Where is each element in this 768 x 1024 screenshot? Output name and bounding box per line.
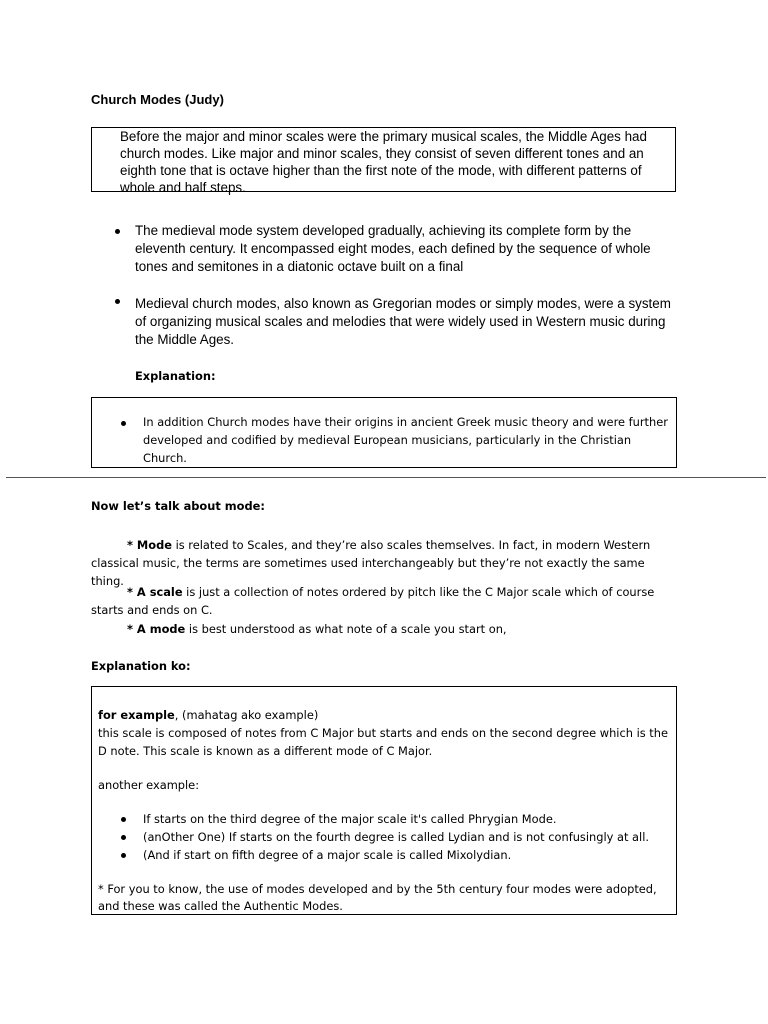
bullet-icon <box>115 299 120 304</box>
another-example-label: another example: <box>98 778 200 792</box>
example-body <box>98 706 668 760</box>
document-title: Church Modes (Judy) <box>91 92 224 107</box>
bullet-icon <box>121 421 126 426</box>
section-divider <box>6 477 766 478</box>
example-item-3: (And if start on fifth degree of a major scale is called Mixolydian. <box>143 848 512 862</box>
mode-paragraph <box>91 536 676 590</box>
example-item-1: If starts on the third degree of the major scale it's called Phrygian Mode. <box>143 812 557 826</box>
explanation-ko-label: Explanation ko: <box>91 659 191 673</box>
scale-text: is just a collection of notes ordered by pitch like the C Major scale which of course starts and ends on C. <box>91 585 655 617</box>
example-lead-rest: , (mahatag ako example) <box>174 708 319 722</box>
mode-text: is related to Scales, and they’re also scales themselves. In fact, in modern Western classical music, the terms are sometimes used interchangeably but they’re not exactly the same thing. <box>91 538 651 588</box>
explanation-box <box>91 397 677 468</box>
bullet-icon <box>115 229 120 234</box>
example-lead: for example <box>98 708 175 722</box>
bullet-icon <box>121 817 126 822</box>
bullet-item-1: The medieval mode system developed gradually, achieving its complete form by the eleventh century. It encompassed eight modes, each defined by the sequence of whole tones and semitones in a diatonic octave built on a final <box>135 223 651 274</box>
bullet-item-2: Medieval church modes, also known as Gregorian modes or simply modes, were a system of organizing musical scales and melodies that were widely used in Western music during the Middle Ages. <box>135 296 671 347</box>
intro-box <box>91 127 676 195</box>
scale-lead: * A scale <box>127 585 183 599</box>
explanation-label: Explanation: <box>135 369 216 383</box>
bullet-icon <box>121 835 126 840</box>
example-box <box>91 686 677 915</box>
example-item-2: (anOther One) If starts on the fourth degree is called Lydian and is not confusingly at all. <box>143 830 649 844</box>
bullet-icon <box>121 853 126 858</box>
scale-paragraph <box>91 583 676 619</box>
mode-lead: * Mode <box>127 538 172 552</box>
a-mode-text: is best understood as what note of a scale you start on, <box>185 622 507 636</box>
a-mode-paragraph <box>127 620 712 638</box>
a-mode-lead: * A mode <box>127 622 186 636</box>
explanation-item: In addition Church modes have their origins in ancient Greek music theory and were further developed and codified by medieval European musicians, particularly in the Christian Church. <box>143 415 668 465</box>
example-text: this scale is composed of notes from C Major but starts and ends on the second degree which is the D note. This scale is known as a different mode of C Major. <box>98 726 668 758</box>
example-footnote: * For you to know, the use of modes developed and by the 5th century four modes were adopted, and these was called the Authentic Modes. <box>98 882 657 913</box>
intro-text: Before the major and minor scales were the primary musical scales, the Middle Ages had church modes. Like major and minor scales, they consist of seven different tones and an eighth tone that is octave higher than the first note of the mode, with different patterns of whole and half steps. <box>120 129 647 195</box>
mode-heading: Now let’s talk about mode: <box>91 499 265 513</box>
